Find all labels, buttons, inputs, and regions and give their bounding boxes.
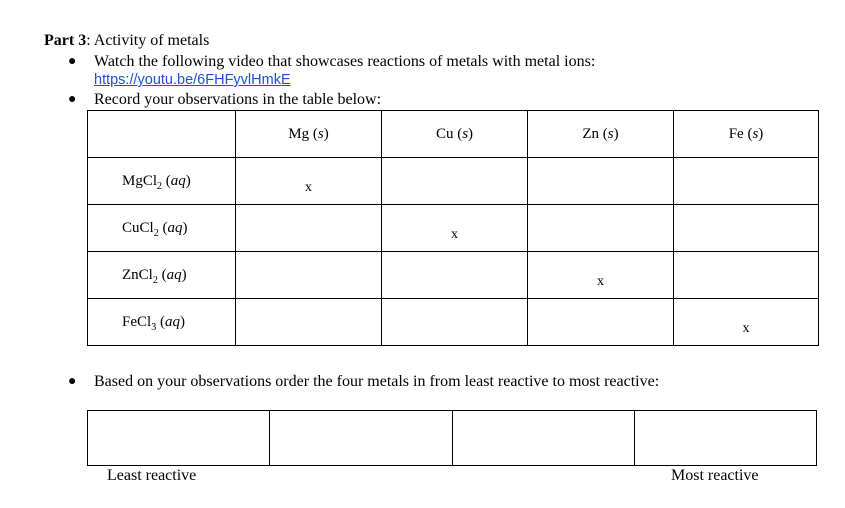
table-row xyxy=(88,252,819,299)
part-number: Part 3 xyxy=(44,32,87,49)
most-reactive-label: Most reactive xyxy=(671,467,759,484)
observation-cell[interactable] xyxy=(528,299,674,346)
order-cell[interactable] xyxy=(88,411,270,466)
video-link[interactable]: https://youtu.be/6FHFyvlHmkE xyxy=(94,72,291,88)
record-instruction: Record your observations in the table below: xyxy=(94,91,382,108)
observations-table xyxy=(87,110,819,346)
observation-cell[interactable] xyxy=(674,205,819,252)
row-label: MgCl$_2$ (aq) xyxy=(88,158,236,205)
observation-cell[interactable] xyxy=(528,158,674,205)
observation-cell[interactable] xyxy=(382,252,528,299)
observation-cell[interactable] xyxy=(674,252,819,299)
observation-cell[interactable] xyxy=(236,252,382,299)
observation-cell[interactable] xyxy=(674,158,819,205)
observation-cell[interactable]: x xyxy=(236,158,382,205)
row-label: ZnCl$_2$ (aq) xyxy=(88,252,236,299)
least-reactive-label: Least reactive xyxy=(107,467,197,484)
part-title: : Activity of metals xyxy=(86,32,210,49)
part-heading xyxy=(44,32,209,50)
column-header: Cu (s) xyxy=(382,111,528,158)
observation-cell[interactable]: x xyxy=(528,252,674,299)
observation-cell[interactable] xyxy=(382,299,528,346)
column-header: Zn (s) xyxy=(528,111,674,158)
header-corner-cell xyxy=(88,111,236,158)
column-header: Fe (s) xyxy=(674,111,819,158)
observation-cell[interactable]: x xyxy=(382,205,528,252)
order-row xyxy=(88,411,817,466)
reactivity-order-table xyxy=(87,410,817,466)
observation-cell[interactable] xyxy=(528,205,674,252)
observation-cell[interactable] xyxy=(236,205,382,252)
column-header: Mg (s) xyxy=(236,111,382,158)
table-row xyxy=(88,158,819,205)
observation-cell[interactable] xyxy=(382,158,528,205)
bullet-dot-icon: ● xyxy=(68,374,77,389)
row-label: CuCl$_2$ (aq) xyxy=(88,205,236,252)
order-instruction: Based on your observations order the four metals in from least reactive to most reactive: xyxy=(94,373,660,390)
observation-cell[interactable]: x xyxy=(674,299,819,346)
watch-instruction: Watch the following video that showcases reactions of metals with metal ions: xyxy=(94,53,596,70)
table-header-row xyxy=(88,111,819,158)
table-row xyxy=(88,299,819,346)
bullet-dot-icon: ● xyxy=(68,54,77,69)
observation-cell[interactable] xyxy=(236,299,382,346)
row-label: FeCl$_3$ (aq) xyxy=(88,299,236,346)
order-cell[interactable] xyxy=(270,411,452,466)
order-cell[interactable] xyxy=(634,411,816,466)
table-row xyxy=(88,205,819,252)
bullet-dot-icon: ● xyxy=(68,92,77,107)
order-cell[interactable] xyxy=(452,411,634,466)
